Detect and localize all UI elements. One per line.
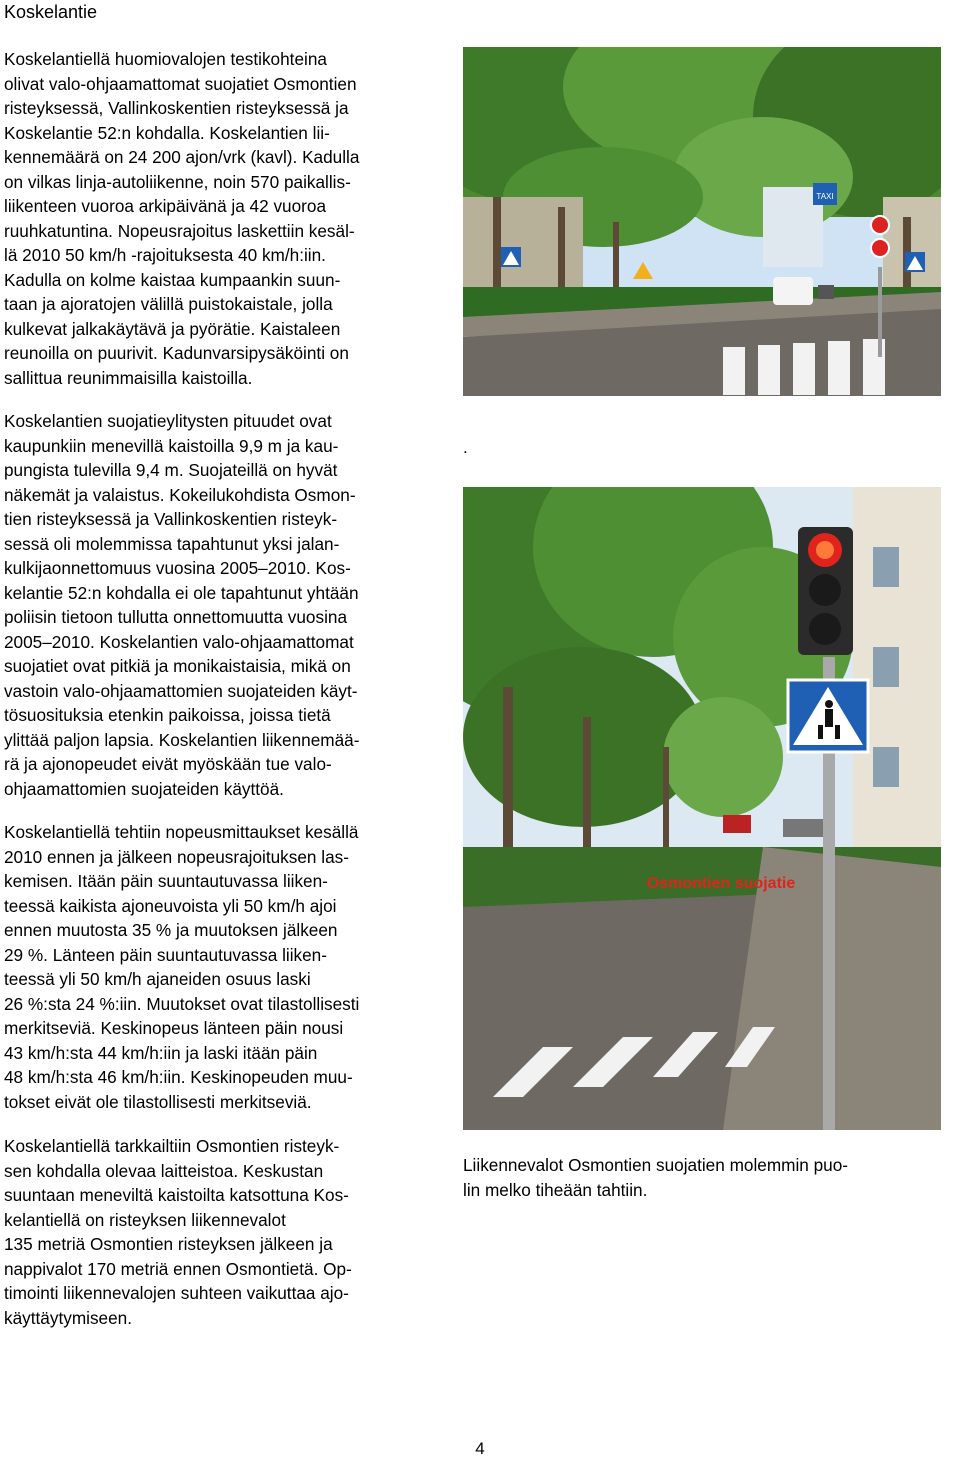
text-line: Liikennevalot Osmontien suojatien molemmin puo- bbox=[463, 1155, 849, 1175]
text-line: Koskelantien suojatieylitysten pituudet ovat bbox=[4, 411, 332, 431]
text-line: Koskelantiellä tehtiin nopeusmittaukset kesällä bbox=[4, 822, 359, 842]
text-line: vastoin valo-ohjaamattomien suojateiden käyt- bbox=[4, 680, 358, 701]
text-line: 29 %. Länteen päin suuntautuvassa liiken- bbox=[4, 944, 327, 965]
photo-caption bbox=[463, 1153, 943, 1202]
text-line: Koskelantiellä tarkkailtiin Osmontien risteyk- bbox=[4, 1136, 340, 1156]
text-line: tösuosituksia etenkin paikoissa, joissa tietä bbox=[4, 705, 331, 725]
text-line: kelantiellä on risteyksen liikennevalot bbox=[4, 1209, 286, 1230]
text-line: ohjaamattomien suojateiden käyttöä. bbox=[4, 778, 284, 799]
text-line: 2005–2010. Koskelantien valo-ohjaamattomat bbox=[4, 631, 354, 652]
text-line: näkemät ja valaistus. Kokeilukohdista Osmon- bbox=[4, 484, 356, 505]
text-line: sessä oli molemmissa tapahtunut yksi jalan- bbox=[4, 533, 340, 554]
text-line: timointi liikennevalojen suhteen vaikuttaa ajo- bbox=[4, 1283, 349, 1303]
text-line: Koskelantiellä huomiovalojen testikohteina bbox=[4, 49, 327, 69]
street-photo-koskelantie bbox=[463, 47, 941, 396]
text-line: liikenteen vuoroa arkipäivänä ja 42 vuoroa bbox=[4, 196, 326, 216]
text-line: nappivalot 170 metriä ennen Osmontietä. Op- bbox=[4, 1258, 352, 1279]
text-line: käyttäytymiseen. bbox=[4, 1307, 132, 1328]
text-line: 135 metriä Osmontien risteyksen jälkeen ja bbox=[4, 1234, 333, 1254]
text-line: teessä yli 50 km/h ajaneiden osuus laski bbox=[4, 969, 311, 989]
text-line: ylittää paljon lapsia. Koskelantien liikennemää- bbox=[4, 729, 360, 750]
text-line: kemisen. Itään päin suuntautuvassa liiken- bbox=[4, 871, 328, 891]
text-line: merkitseviä. Keskinopeus länteen päin nousi bbox=[4, 1018, 344, 1038]
text-line: 43 km/h:sta 44 km/h:iin ja laski itään päin bbox=[4, 1042, 318, 1063]
text-line: kennemäärä on 24 200 ajon/vrk (kavl). Kadulla bbox=[4, 147, 360, 167]
text-line: Koskelantie 52:n kohdalla. Koskelantien lii- bbox=[4, 122, 330, 143]
paragraph-intro bbox=[4, 47, 444, 390]
text-line: on vilkas linja-autoliikenne, noin 570 paikallis- bbox=[4, 171, 351, 192]
text-line: Kadulla on kolme kaistaa kumpaankin suun- bbox=[4, 269, 341, 290]
text-line: rä ja ajonopeudet eivät myöskään tue valo- bbox=[4, 754, 332, 774]
text-line: tien risteyksessä ja Vallinkoskentien risteyk- bbox=[4, 509, 338, 529]
text-line: kaupunkiin menevillä kaistoilla 9,9 m ja kau- bbox=[4, 435, 339, 456]
text-line: teessä kaikista ajoneuvoista yli 50 km/h ajoi bbox=[4, 895, 337, 916]
text-line: risteyksessä, Vallinkoskentien risteyksessä ja bbox=[4, 98, 349, 118]
text-line: 2010 ennen ja jälkeen nopeusrajoituksen las- bbox=[4, 846, 349, 867]
taxi-sign-text: TAXI bbox=[816, 192, 834, 201]
text-line: lin melko tiheään tahtiin. bbox=[463, 1179, 648, 1200]
text-line: kelantie 52:n kohdalla ei ole tapahtunut yhtään bbox=[4, 582, 359, 603]
text-line: taan ja ajoratojen välillä puistokaistale, jolla bbox=[4, 294, 333, 314]
text-line: kulkevat jalkakäytävä ja pyörätie. Kaistaleen bbox=[4, 318, 341, 339]
page-number: 4 bbox=[475, 1439, 485, 1458]
text-line: 48 km/h:sta 46 km/h:iin. Keskinopeuden muu- bbox=[4, 1067, 353, 1087]
paragraph-crossings bbox=[4, 409, 444, 801]
paragraph-speed-measurements bbox=[4, 820, 444, 1114]
text-line: 26 %:sta 24 %:iin. Muutokset ovat tilastollisesti bbox=[4, 993, 360, 1014]
paragraph-equipment bbox=[4, 1134, 444, 1330]
separator-dot: . bbox=[463, 438, 468, 457]
text-line: pungista tulevilla 9,4 m. Suojateillä on hyvät bbox=[4, 460, 338, 480]
text-line: ruuhkatuntina. Nopeusrajoitus laskettiin kesäl- bbox=[4, 220, 355, 241]
osmontie-crossing-label: Osmontien suojatie bbox=[646, 875, 796, 892]
text-line: poliisin tietoon tullutta onnettomuutta vuosina bbox=[4, 607, 348, 627]
text-line: suojatiet ovat pitkiä ja monikaistaisia, mikä on bbox=[4, 656, 351, 676]
page-title: Koskelantie bbox=[4, 2, 98, 22]
text-line: sen kohdalla olevaa laitteistoa. Keskustan bbox=[4, 1160, 324, 1181]
text-line: lä 2010 50 km/h -rajoituksesta 40 km/h:iin. bbox=[4, 245, 326, 265]
traffic-light-photo-osmontie bbox=[463, 487, 941, 1130]
text-line: reunoilla on puurivit. Kadunvarsipysäköinti on bbox=[4, 343, 349, 363]
text-line: olivat valo-ohjaamattomat suojatiet Osmontien bbox=[4, 73, 357, 94]
text-line: ennen muutosta 35 % ja muutoksen jälkeen bbox=[4, 920, 338, 940]
text-line: sallittua reunimmaisilla kaistoilla. bbox=[4, 367, 253, 388]
text-line: kulkijaonnettomuus vuosina 2005–2010. Kos- bbox=[4, 558, 351, 578]
text-line: suuntaan meneviltä kaistoilta katsottuna Kos- bbox=[4, 1185, 349, 1205]
text-line: tokset eivät ole tilastollisesti merkitseviä. bbox=[4, 1091, 312, 1112]
